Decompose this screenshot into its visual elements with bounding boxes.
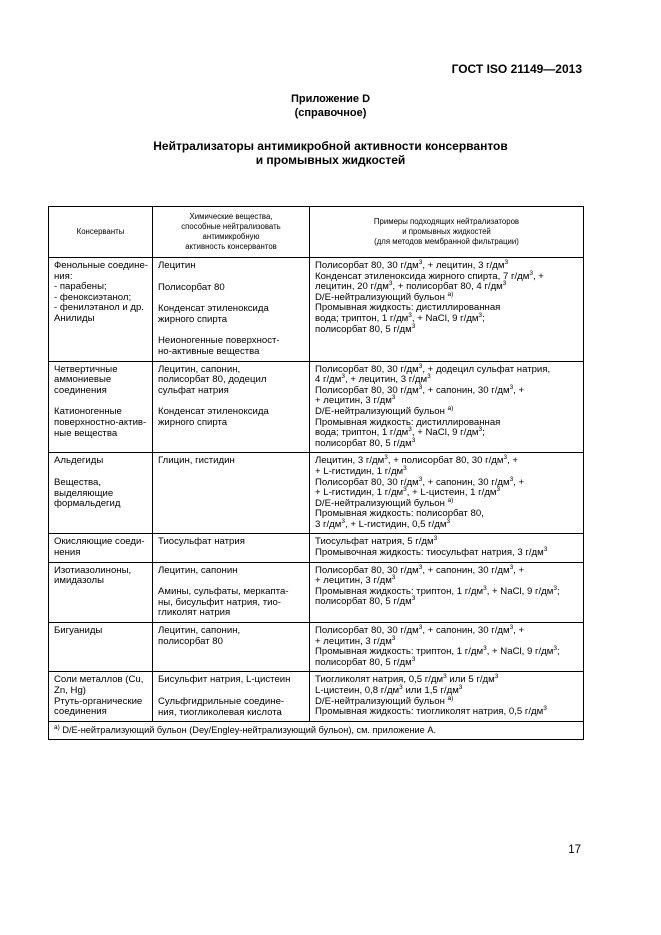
superscript: 3: [543, 545, 548, 553]
header-line: и промывных жидкостей: [402, 227, 491, 236]
superscript: 3: [418, 563, 423, 571]
superscript: 3: [418, 623, 423, 631]
superscript: 3: [388, 280, 393, 287]
text-segment: ;: [556, 585, 560, 597]
cell-line: соединения: [54, 384, 107, 396]
cell-line: полисорбат 80, додецил: [158, 374, 267, 386]
example-line: [315, 597, 579, 608]
superscript: 3: [411, 322, 416, 330]
chemicals-cell: [153, 672, 310, 722]
text-segment: Полисорбат 80, 30 г/дм: [315, 363, 419, 375]
table-row: [49, 258, 584, 362]
cell-line: Лецитин, сапонин: [158, 564, 238, 576]
superscript: 3: [446, 517, 451, 525]
chemicals-cell: [153, 623, 310, 672]
cell-line: - парабены;: [54, 281, 107, 293]
superscript: 3: [411, 595, 416, 603]
appendix-note: (справочное): [294, 107, 367, 119]
superscript: 3: [509, 475, 514, 483]
cell-line: - феноксиэтанол;: [54, 291, 132, 303]
cell-line: ния, тиогликолевая кислота: [158, 706, 282, 718]
text-segment: Полисорбат 80, 30 г/дм: [315, 260, 419, 271]
appendix-label: Приложение D: [290, 93, 371, 105]
text-segment: полисорбат 80, 5 г/дм: [315, 656, 412, 668]
superscript: 3: [494, 673, 499, 681]
superscript: 3: [403, 485, 407, 493]
table-row: [49, 562, 584, 622]
superscript: 3: [427, 372, 431, 380]
chemicals-cell: [153, 534, 310, 562]
superscript: 3: [403, 464, 407, 472]
preservative-cell: [49, 361, 153, 453]
text-segment: , + NaCl, 9 г/дм: [411, 312, 479, 324]
cell-line: но-активные вещества: [158, 345, 260, 357]
cell-line: полисорбат 80: [158, 635, 223, 647]
cell-line: Альдегиды: [54, 455, 104, 467]
text-segment: , +: [513, 625, 525, 637]
superscript: 3: [418, 258, 423, 266]
text-segment: полисорбат 80, 5 г/дм: [315, 596, 412, 608]
superscript: а): [447, 404, 454, 412]
superscript: 3: [509, 563, 514, 571]
example-line: [315, 707, 579, 718]
text-segment: , + додецил сульфат натрия,: [422, 363, 551, 375]
cell-line: Тиосульфат натрия: [158, 536, 245, 548]
cell-line: Вещества,: [54, 476, 102, 488]
superscript: 3: [418, 383, 423, 391]
cell-line: Глицин, гистидин: [158, 455, 235, 467]
footnote: [49, 722, 584, 740]
text-segment: Конденсат этиленоксида жирного спирта, 7 г/дм: [315, 270, 530, 282]
chemicals-cell: [153, 361, 310, 453]
text-segment: Промывочная жидкость: тиосульфат натрия, 3 г/дм: [315, 547, 544, 559]
table-header-row: [49, 207, 584, 258]
cell-line: жирного спирта: [158, 313, 228, 325]
table-row: [49, 361, 584, 453]
text-segment: Полисорбат 80, 30 г/дм: [315, 384, 419, 396]
cell-line: поверхностно-актив-: [54, 416, 147, 428]
text-segment: , +: [513, 564, 525, 576]
text-segment: , + лецитин, 3 г/дм: [345, 374, 428, 386]
examples-cell: [310, 623, 584, 672]
superscript: 3: [341, 517, 345, 525]
text-segment: Полисорбат 80, 30 г/дм: [315, 476, 419, 488]
title-line: Нейтрализаторы антимикробной активности консервантов: [153, 139, 508, 153]
superscript: 3: [458, 683, 463, 691]
example-line: [315, 436, 579, 450]
cell-line: ные вещества: [54, 427, 118, 439]
examples-cell: [310, 258, 584, 362]
table-row: [49, 623, 584, 672]
cell-line: соединения: [54, 706, 107, 718]
superscript: 3: [418, 475, 423, 483]
text-segment: + L-гистидин, 1 г/дм: [315, 487, 404, 499]
superscript: 3: [418, 362, 423, 370]
cell-line: Ртуть-органические: [54, 695, 143, 707]
superscript: 3: [433, 535, 438, 543]
superscript: 3: [391, 394, 396, 402]
text-segment: + L-гистидин, 1 г/дм: [315, 465, 404, 477]
cell-line: Полисорбат 80: [158, 281, 225, 293]
cell-line: жирного спирта: [158, 416, 228, 428]
preservative-cell: [49, 534, 153, 562]
preservative-cell: [49, 623, 153, 672]
superscript: а): [447, 694, 454, 702]
example-line: [315, 545, 579, 559]
text-segment: вода; триптон, 1 г/дм: [315, 427, 409, 439]
cell-line: Zn, Hg): [54, 685, 86, 696]
header-line: Консерванты: [76, 227, 125, 236]
cell-line: Окисляющие соеди-: [54, 536, 145, 548]
text-segment: Лецитин, 3 г/дм: [315, 455, 385, 467]
text-segment: , + NaCl, 9 г/дм: [411, 427, 479, 439]
examples-cell: [310, 672, 584, 722]
superscript: 3: [503, 454, 508, 462]
table-row: [49, 453, 584, 534]
cell-line: Лецитин, сапонин,: [158, 363, 241, 375]
cell-line: Соли металлов (Cu,: [54, 674, 144, 686]
header-line: активность консервантов: [185, 242, 277, 251]
document-title: [0, 139, 661, 167]
cell-line: формальдегид: [54, 498, 121, 510]
superscript: 3: [384, 454, 388, 462]
superscript: 3: [399, 683, 403, 691]
text-segment: , + NaCl, 9 г/дм: [486, 646, 554, 658]
superscript: 3: [478, 425, 483, 433]
text-segment: , +: [513, 384, 525, 396]
cell-line: ния:: [54, 270, 73, 282]
examples-cell: [310, 534, 584, 562]
chemicals-cell: [153, 453, 310, 534]
text-segment: , + лецитин, 3 г/дм: [422, 260, 505, 271]
text-segment: , + сапонин, 30 г/дм: [422, 384, 510, 396]
cell-line: Сульфгидрильные соедине-: [158, 696, 285, 707]
superscript: 3: [408, 311, 412, 319]
cell-line: Анилиды: [54, 312, 95, 324]
preservative-cell: [49, 672, 153, 722]
superscript: 3: [509, 623, 514, 631]
text-segment: 3 г/дм: [315, 518, 342, 530]
superscript: 3: [483, 645, 487, 653]
preservative-cell: [49, 562, 153, 622]
text-segment: , + полисорбат 80, 30 г/дм: [387, 455, 504, 467]
appendix-heading: [0, 92, 661, 120]
text-segment: Промывная жидкость: триптон, 1 г/дм: [315, 585, 484, 597]
cell-line: - фенилэтанол и др.: [54, 302, 144, 314]
examples-cell: [310, 453, 584, 534]
superscript: 3: [411, 436, 416, 444]
text-segment: Промывная жидкость: триптон, 1 г/дм: [315, 646, 484, 658]
text-segment: D/E-нейтрализующий бульон: [315, 695, 448, 707]
cell-line: сульфат натрия: [158, 384, 229, 396]
standard-designation: ГОСТ ISO 21149—2013: [451, 62, 582, 76]
header-line: (для методов мембранной фильтрации): [374, 237, 519, 246]
text-segment: , +: [513, 476, 525, 488]
cell-line: ны, бисульфит натрия, тио-: [158, 596, 281, 608]
text-segment: L-цистеин, 0,8 г/дм: [315, 685, 400, 696]
superscript: 3: [504, 258, 509, 266]
header-examples: [310, 207, 584, 258]
cell-line: аммониевые: [54, 374, 112, 386]
text-segment: , + сапонин, 30 г/дм: [422, 564, 510, 576]
examples-cell: [310, 361, 584, 453]
header-line: Примеры подходящих нейтрализаторов: [373, 217, 520, 226]
text-segment: + лецитин, 3 г/дм: [315, 575, 392, 587]
text-segment: ;: [482, 312, 485, 324]
text-segment: D/E-нейтрализующий бульон: [315, 405, 448, 417]
text-segment: Промывная жидкость: тиогликолят натрия, 0,5 г/дм: [315, 706, 544, 718]
header-line: Химические вещества,: [189, 212, 273, 221]
text-segment: , + сапонин, 30 г/дм: [422, 625, 510, 637]
superscript: 3: [543, 705, 547, 712]
text-segment: D/E-нейтрализующий бульон: [315, 497, 448, 509]
text-segment: , + L-цистеин, 1 г/дм: [406, 487, 497, 499]
text-segment: или 1,5 г/дм: [402, 685, 459, 696]
superscript: 3: [408, 425, 412, 433]
text-segment: , + сапонин, 30 г/дм: [422, 476, 510, 488]
chemicals-cell: [153, 258, 310, 362]
example-line: [315, 322, 579, 336]
text-segment: , + NaCl, 9 г/дм: [486, 585, 554, 597]
text-segment: лецитин, 20 г/дм: [315, 281, 389, 293]
cell-line: Конденсат этиленоксида: [158, 303, 269, 315]
cell-line: Лецитин, сапонин,: [158, 625, 241, 637]
page-number: 17: [568, 844, 581, 856]
superscript: а): [447, 496, 454, 504]
examples-cell: [310, 562, 584, 622]
superscript: 3: [509, 383, 514, 391]
text-segment: Промывная жидкость: дистиллированная: [315, 416, 501, 428]
cell-line: Конденсат этиленоксида: [158, 406, 269, 418]
superscript: 3: [483, 584, 487, 592]
cell-line: нения: [54, 547, 81, 559]
text-segment: ;: [556, 646, 560, 658]
header-line: способные нейтрализовать: [181, 222, 281, 231]
text-segment: , + L-гистидин, 0,5 г/дм: [345, 518, 447, 530]
chemicals-cell: [153, 562, 310, 622]
text-segment: , +: [507, 455, 519, 467]
text-segment: ;: [482, 427, 485, 439]
header-preservatives: [49, 207, 153, 258]
header-chemicals: [153, 207, 310, 258]
cell-line: Катионогенные: [54, 406, 122, 418]
superscript: 3: [553, 645, 557, 653]
table-row: [49, 672, 584, 722]
cell-line: гликолят натрия: [158, 607, 231, 619]
text-segment: или 5 г/дм: [446, 674, 495, 686]
text-segment: 4 г/дм: [315, 374, 342, 386]
cell-line: имидазолы: [54, 575, 105, 587]
superscript: 3: [391, 634, 396, 642]
text-segment: + лецитин, 3 г/дм: [315, 635, 392, 647]
cell-line: Бигуаниды: [54, 625, 103, 637]
cell-line: выделяющие: [54, 487, 114, 499]
footnote-row: [49, 722, 584, 740]
text-segment: Промывная жидкость: полисорбат 80,: [315, 508, 484, 520]
superscript: 3: [502, 280, 507, 287]
text-segment: , +: [532, 270, 544, 282]
superscript: 3: [529, 269, 533, 277]
title-line: и промывных жидкостей: [255, 153, 406, 167]
superscript: 3: [478, 311, 483, 319]
superscript: а): [447, 290, 454, 298]
text-segment: Тиогликолят натрия, 0,5 г/дм: [315, 674, 444, 686]
preservative-cell: [49, 453, 153, 534]
superscript: 3: [341, 372, 345, 380]
text-segment: полисорбат 80, 5 г/дм: [315, 437, 412, 449]
superscript: 3: [443, 673, 447, 681]
neutralizers-table: [48, 206, 584, 740]
preservative-cell: [49, 258, 153, 362]
header-line: антимикробную: [202, 232, 260, 241]
text-segment: Тиосульфат натрия, 5 г/дм: [315, 536, 434, 548]
text-segment: Промывная жидкость: дистиллированная: [315, 302, 501, 314]
cell-line: Неионогенные поверхност-: [158, 335, 280, 347]
example-line: [315, 517, 579, 531]
text-segment: + лецитин, 3 г/дм: [315, 395, 392, 407]
superscript: 3: [496, 485, 501, 493]
text-segment: D/E-нейтрализующий бульон: [315, 291, 448, 303]
example-line: [315, 655, 579, 669]
cell-line: Лецитин: [158, 260, 196, 271]
table-row: [49, 534, 584, 562]
text-segment: , + полисорбат 80, 4 г/дм: [392, 281, 503, 293]
text-segment: полисорбат 80, 5 г/дм: [315, 323, 412, 335]
superscript: 3: [553, 584, 557, 592]
cell-line: Бисульфит натрия, L-цистеин: [158, 674, 291, 686]
cell-line: Изотиазолиноны,: [54, 564, 132, 576]
cell-line: Четвертичные: [54, 363, 118, 375]
text-segment: Полисорбат 80, 30 г/дм: [315, 625, 419, 637]
text-segment: Полисорбат 80, 30 г/дм: [315, 564, 419, 576]
cell-line: Амины, сульфаты, меркапта-: [158, 586, 289, 598]
footnote-text: D/E-нейтрализующий бульон (Dey/Engley-нейтрализующий бульон), см. приложение А.: [59, 725, 437, 736]
superscript: 3: [411, 655, 416, 663]
superscript: 3: [391, 574, 396, 582]
footnote-marker: а): [54, 724, 60, 732]
text-segment: вода; триптон, 1 г/дм: [315, 312, 409, 324]
cell-line: Фенольные соедине-: [54, 260, 148, 271]
